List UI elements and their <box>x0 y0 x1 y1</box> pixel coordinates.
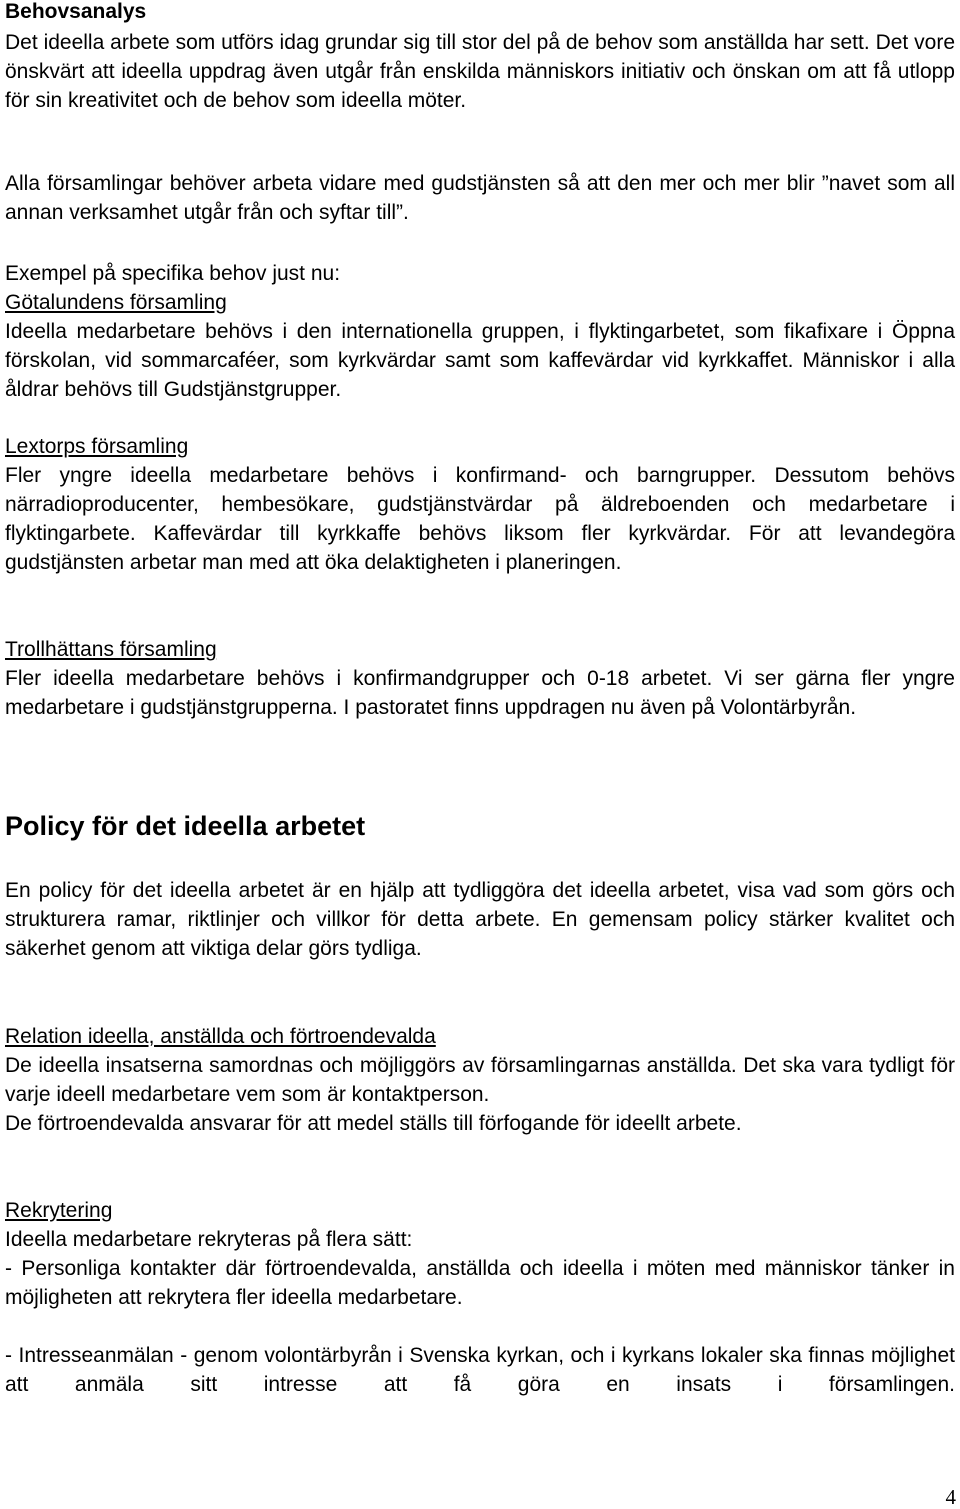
relation-heading: Relation ideella, anställda och förtroendevalda <box>5 1025 436 1048</box>
specific-needs-intro: Exempel på specifika behov just nu: <box>5 262 341 285</box>
rekrytering-item-2-block <box>5 1341 955 1399</box>
parish-needs-text: Fler yngre ideella medarbetare behövs i konfirmand- och barngrupper. Dessutom behövs närradioproducenter, hembesökare, gudstjänstvärdar på äldreboenden och medarbetare i flyktingarbete. Kaffevärdar till kyrkkaffe behövs liksom fler kyrkvärdar. För att levandegöra gudstjänsten arbetar man med att öka delaktigheten i planeringen. <box>5 464 955 574</box>
relation-paragraph-2: De förtroendevalda ansvarar för att medel ställs till förfogande för ideellt arbete. <box>5 1112 742 1135</box>
relation-paragraph: De ideella insatserna samordnas och möjliggörs av församlingarnas anställda. Det ska vara tydligt för varje ideell medarbetare vem som är kontaktperson. <box>5 1054 955 1106</box>
gudstjanst-paragraph-block <box>5 169 955 227</box>
behovsanalys-section <box>5 0 955 115</box>
page-number: 4 <box>945 1485 956 1509</box>
parish-needs-text: Ideella medarbetare behövs i den internationella gruppen, i flyktingarbetet, som fikafixare i Öppna förskolan, vid sommarcaféer, som kyrkvärdar samt som kaffevärdar vid kyrkkaffet. Människor i alla åldrar behövs till Gudstjänstgrupper. <box>5 320 955 401</box>
rekrytering-intro: Ideella medarbetare rekryteras på flera sätt: <box>5 1228 413 1251</box>
parish-needs-text: Fler ideella medarbetare behövs i konfirmandgrupper och 0-18 arbetet. Vi ser gärna fler yngre medarbetare i gudstjänstgrupperna. I pastoratet finns uppdragen nu även på Volontärbyrån. <box>5 667 955 719</box>
lextorp-block <box>5 432 955 577</box>
relation-section <box>5 1022 955 1138</box>
policy-paragraph: En policy för det ideella arbetet är en hjälp att tydliggöra det ideella arbetet, visa vad som görs och strukturera ramar, riktlinjer och villkor för detta arbete. En gemensam policy stärker kvalitet och säkerhet genom att viktiga delar görs tydliga. <box>5 879 955 960</box>
rekrytering-item: - Intresseanmälan - genom volontärbyrån i Svenska kyrkan, och i kyrkans lokaler ska finnas möjlighet att anmäla sitt intresse att få göra en insats i församlingen. <box>5 1344 955 1396</box>
parish-name: Trollhättans församling <box>5 638 217 661</box>
policy-section <box>5 810 955 842</box>
specific-needs-block <box>5 259 955 404</box>
rekrytering-heading: Rekrytering <box>5 1199 113 1222</box>
parish-name: Götalundens församling <box>5 291 227 314</box>
behovsanalys-paragraph: Det ideella arbete som utförs idag grundar sig till stor del på de behov som anställda har sett. Det vore önskvärt att ideella uppdrag även utgår från enskilda människors initiativ och önskan om att få utlopp för sin kreativitet och de behov som ideella möter. <box>5 31 955 112</box>
gudstjanst-paragraph: Alla församlingar behöver arbeta vidare med gudstjänsten så att den mer och mer blir ”navet som all annan verksamhet utgår från och syftar till”. <box>5 172 955 224</box>
trollhattan-block <box>5 635 955 722</box>
rekrytering-section <box>5 1196 955 1312</box>
behovsanalys-heading: Behovsanalys <box>5 0 147 23</box>
rekrytering-item: - Personliga kontakter där förtroendevalda, anställda och ideella i möten med människor tänker in möjligheten att rekrytera fler ideella medarbetare. <box>5 1257 955 1309</box>
parish-name: Lextorps församling <box>5 435 189 458</box>
policy-text-block <box>5 876 955 963</box>
policy-heading: Policy för det ideella arbetet <box>5 811 366 841</box>
